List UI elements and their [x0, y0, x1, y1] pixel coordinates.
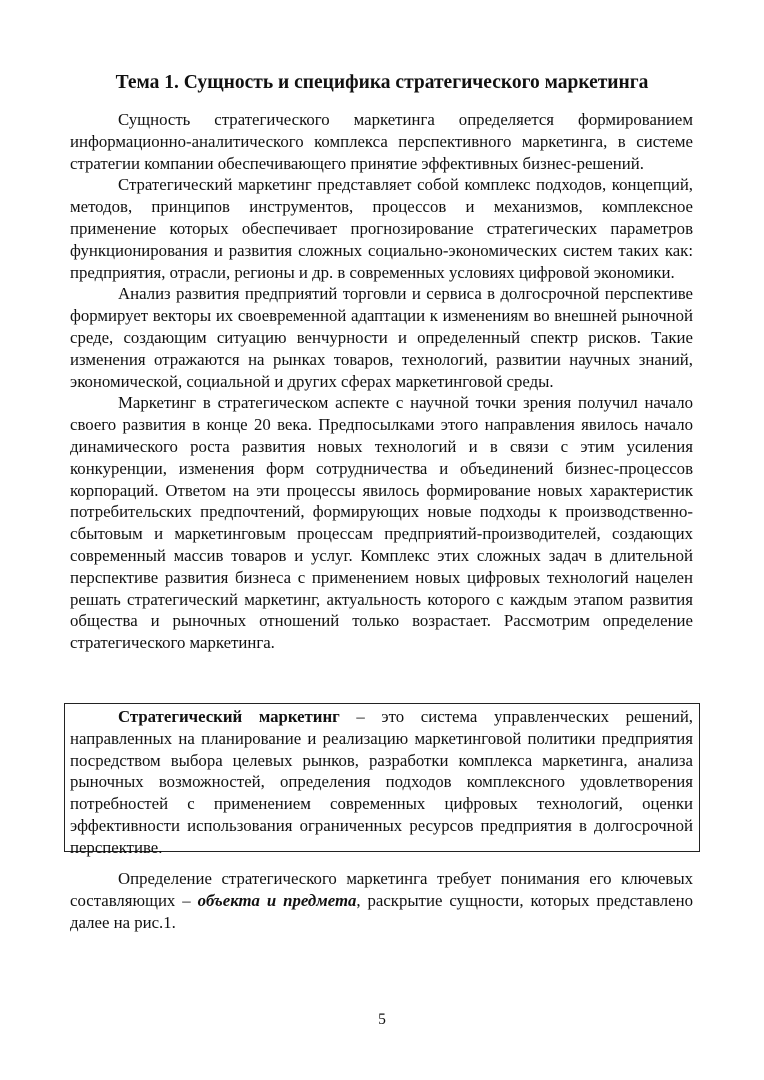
page-title: Тема 1. Сущность и специфика стратегического маркетинга [115, 72, 649, 93]
closing-text-after: , раскрытие сущности, которых представлено далее на рис.1. [70, 890, 693, 932]
page-number: 5 [378, 1011, 386, 1028]
body-text [70, 109, 693, 654]
paragraph-analysis: Анализ развития предприятий торговли и сервиса в долгосрочной перспективе формирует векторы их своевременной адаптации к изменениям во внешней рыночной среде, создающим ситуацию венчурности и определенный спектр рисков. Такие изменения отражаются на рынках товаров, технологий, развитии научных знаний, экономической, социальной и других сферах маркетинговой среды. [70, 284, 693, 391]
definition-text: – это система управленческих решений, направленных на планирование и реализацию маркетинговой политики предприятия посредством выбора целевых рынков, разработки комплекса маркетинга, анализа рыночных возможностей, определения подходов комплексного удовлетворения потребностей с применением современных цифровых технологий, оценки эффективности использования ограниченных ресурсов предприятия в долгосрочной перспективе. [70, 707, 693, 857]
closing-text-before: Определение стратегического маркетинга требует понимания его ключевых составляющих – [70, 869, 693, 910]
definition-term: Стратегический маркетинг [118, 707, 340, 726]
closing-emphasis: объекта и предмета [197, 890, 357, 910]
paragraph-essence: Сущность стратегического маркетинга определяется формированием информационно-аналитического комплекса перспективного маркетинга, в системе стратегии компании обеспечивающего принятие эффективных бизнес-решений. [70, 110, 693, 173]
definition-box [64, 703, 700, 857]
paragraph-concept: Стратегический маркетинг представляет собой комплекс подходов, концепций, методов, принципов инструментов, процессов и механизмов, комплексное применение которых обеспечивает прогнозирование стратегических параметров функционирования и развития сложных социально-экономических систем таких как: предприятия, отрасли, регионы и др. в современных условиях цифровой экономики. [70, 175, 693, 282]
paragraph-history: Маркетинг в стратегическом аспекте с научной точки зрения получил начало своего развития в конце 20 века. Предпосылками этого направления явилось начало динамического роста развития новых технологий и в связи с этим усиления конкуренции, изменения форм сотрудничества и объединений бизнес-процессов корпораций. Ответом на эти процессы явилось формирование новых характеристик потребительских предпочтений, формирующих новые подходы к производственно-сбытовым и маркетинговым процессам предприятий-производителей, создающих современный массив товаров и услуг. Комплекс этих сложных задач в длительной перспективе развития бизнеса с применением новых цифровых технологий нацелен решать стратегический маркетинг, актуальность которого с каждым этапом развития общества и рыночных отношений только возрастает. Рассмотрим определение стратегического маркетинга. [70, 393, 693, 653]
closing-paragraph [70, 868, 693, 933]
